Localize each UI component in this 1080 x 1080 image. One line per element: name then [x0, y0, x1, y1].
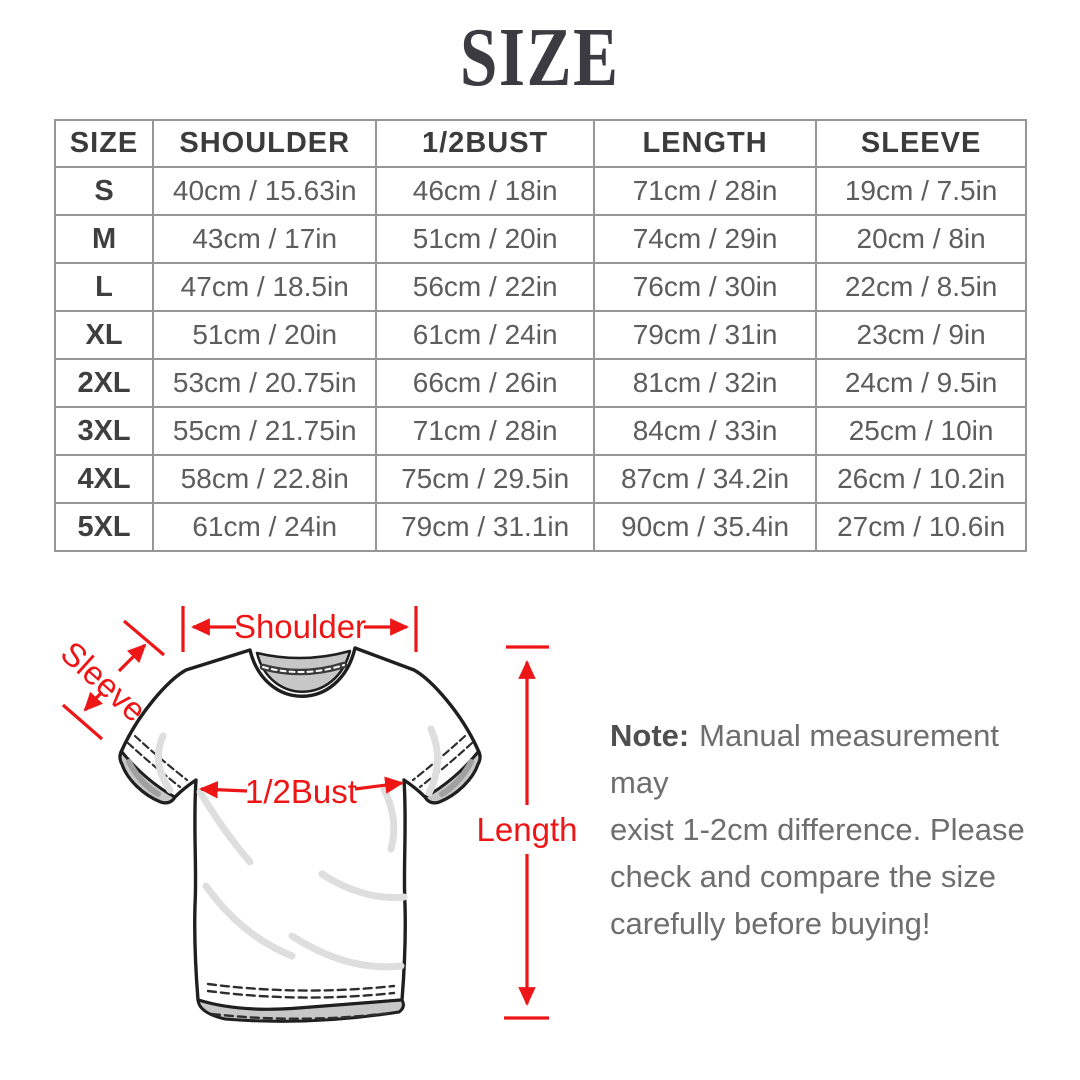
measurement-cell: 75cm / 29.5in [376, 455, 594, 503]
measurement-cell: 56cm / 22in [376, 263, 594, 311]
measurement-cell: 26cm / 10.2in [816, 455, 1026, 503]
measurement-cell: 71cm / 28in [594, 167, 816, 215]
measurement-cell: 71cm / 28in [376, 407, 594, 455]
measurement-cell: 90cm / 35.4in [594, 503, 816, 551]
sleeve-end-bar [124, 621, 164, 655]
measurement-cell: 27cm / 10.6in [816, 503, 1026, 551]
measurement-cell: 43cm / 17in [153, 215, 376, 263]
measurement-cell: 79cm / 31in [594, 311, 816, 359]
measurement-cell: 76cm / 30in [594, 263, 816, 311]
size-cell: 2XL [55, 359, 153, 407]
size-cell: M [55, 215, 153, 263]
measurement-cell: 46cm / 18in [376, 167, 594, 215]
sleeve-arrow [119, 645, 145, 671]
size-cell: XL [55, 311, 153, 359]
halfbust-arrow [201, 789, 247, 791]
halfbust-label: 1/2Bust [245, 773, 357, 810]
note-label: Note: [610, 718, 690, 753]
col-header-halfbust: 1/2BUST [376, 120, 594, 167]
note-text [610, 712, 1060, 947]
measurement-cell: 47cm / 18.5in [153, 263, 376, 311]
measurement-cell: 53cm / 20.75in [153, 359, 376, 407]
measurement-cell: 84cm / 33in [594, 407, 816, 455]
measurement-cell: 40cm / 15.63in [153, 167, 376, 215]
measurement-cell: 79cm / 31.1in [376, 503, 594, 551]
measurement-cell: 23cm / 9in [816, 311, 1026, 359]
measurement-cell: 58cm / 22.8in [153, 455, 376, 503]
sleeve-end-bar [63, 705, 102, 739]
measurement-cell: 74cm / 29in [594, 215, 816, 263]
measurement-cell: 19cm / 7.5in [816, 167, 1026, 215]
size-cell: L [55, 263, 153, 311]
tshirt-body [120, 648, 480, 1009]
col-header-shoulder: SHOULDER [153, 120, 376, 167]
measurement-cell: 66cm / 26in [376, 359, 594, 407]
size-cell: S [55, 167, 153, 215]
shoulder-label: Shoulder [233, 608, 367, 645]
sleeve-label: Sleeve [53, 633, 154, 729]
measurement-cell: 81cm / 32in [594, 359, 816, 407]
measurement-cell: 51cm / 20in [153, 311, 376, 359]
measurement-cell: 51cm / 20in [376, 215, 594, 263]
size-cell: 4XL [55, 455, 153, 503]
measurement-cell: 20cm / 8in [816, 215, 1026, 263]
measurement-cell: 61cm / 24in [153, 503, 376, 551]
measurement-cell: 25cm / 10in [816, 407, 1026, 455]
page-title: SIZE [460, 11, 620, 104]
note-line1-text: Manual measurement may [610, 718, 999, 800]
col-header-sleeve: SLEEVE [816, 120, 1026, 167]
measurement-cell: 22cm / 8.5in [816, 263, 1026, 311]
measurement-cell: 61cm / 24in [376, 311, 594, 359]
col-header-size: SIZE [55, 120, 153, 167]
note-line: check and compare the size [610, 859, 996, 894]
col-header-length: LENGTH [594, 120, 816, 167]
note-line [610, 712, 1060, 806]
size-cell: 3XL [55, 407, 153, 455]
measurement-cell: 87cm / 34.2in [594, 455, 816, 503]
size-cell: 5XL [55, 503, 153, 551]
note-line: exist 1-2cm difference. Please [610, 812, 1025, 847]
measurement-cell: 24cm / 9.5in [816, 359, 1026, 407]
length-label: Length [476, 811, 578, 848]
tshirt-graphic [120, 648, 480, 1021]
measurement-cell: 55cm / 21.75in [153, 407, 376, 455]
note-line: carefully before buying! [610, 906, 931, 941]
